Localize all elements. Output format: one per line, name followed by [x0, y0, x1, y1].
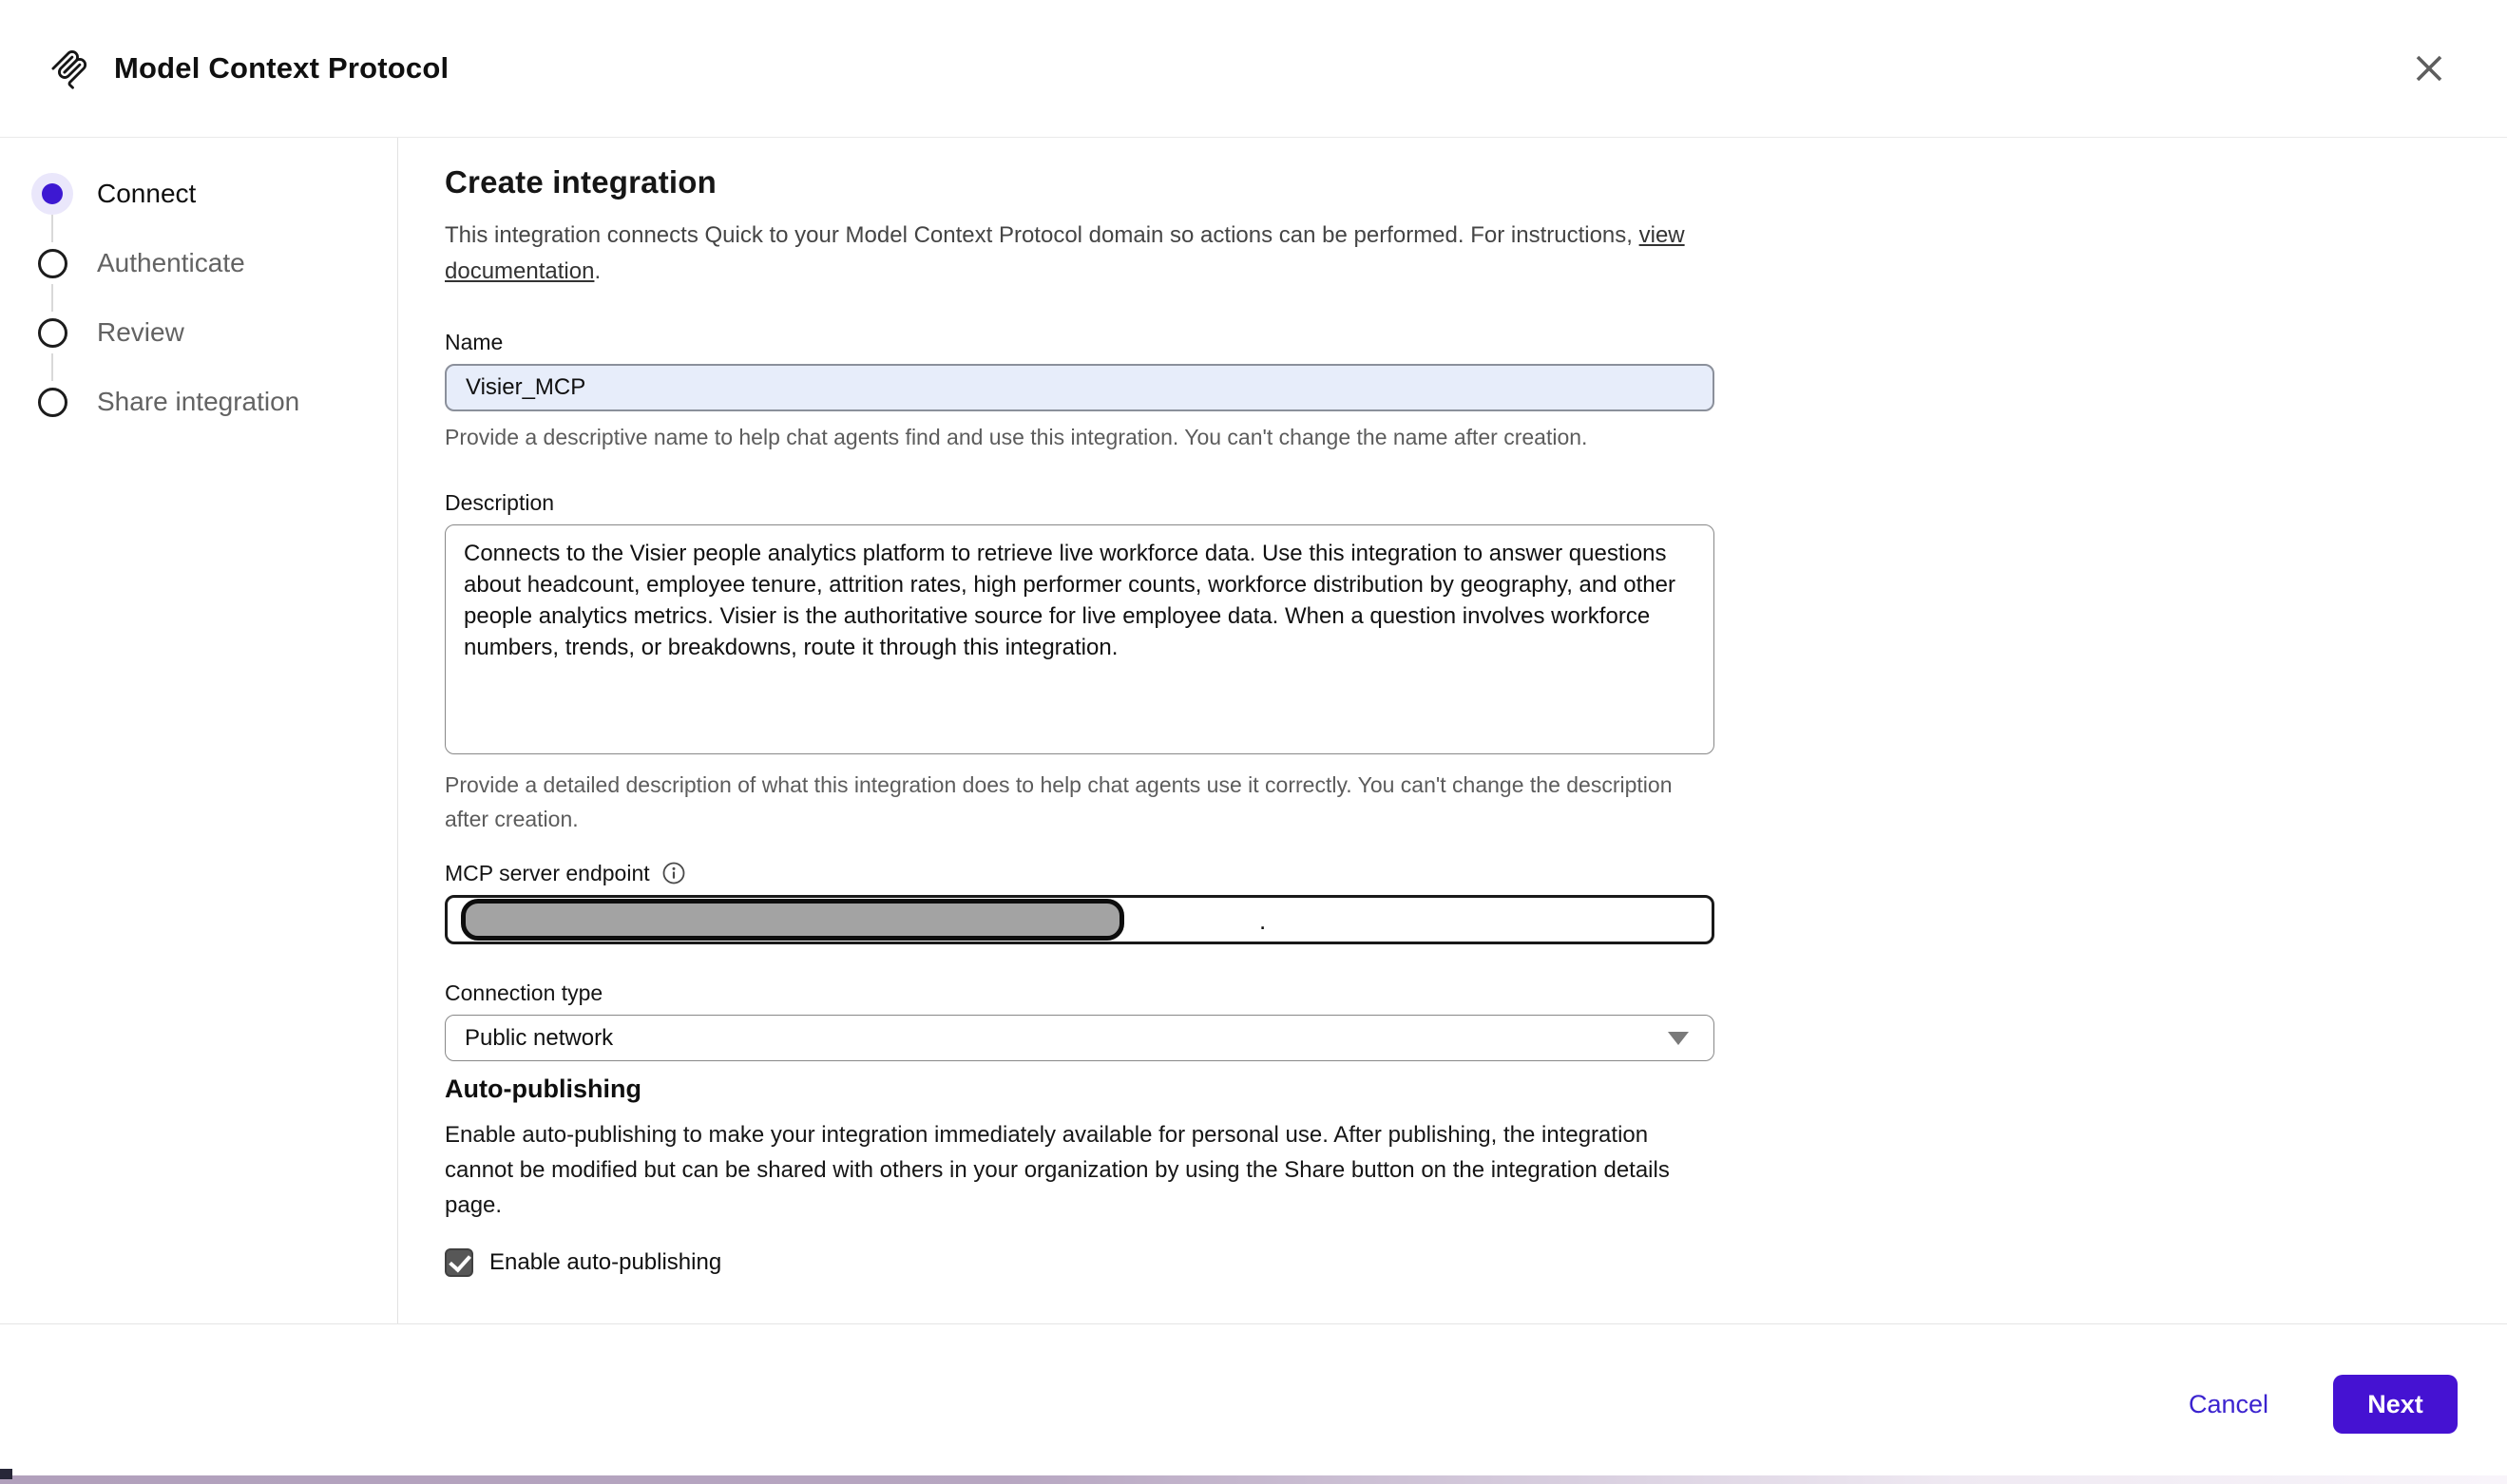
endpoint-input[interactable] [445, 895, 1714, 944]
step-connector [51, 215, 53, 242]
form-panel [398, 138, 2507, 1323]
step-share-integration[interactable] [0, 381, 397, 423]
connection-type-select[interactable] [445, 1015, 1714, 1061]
close-icon [2412, 51, 2446, 86]
step-label: Share integration [97, 387, 300, 416]
intro-text [445, 218, 1714, 290]
step-circle-icon [31, 242, 73, 284]
close-button[interactable] [2404, 44, 2454, 93]
name-helper-text: Provide a descriptive name to help chat agents find and use this integration. You can't change the name after creation. [445, 425, 1588, 449]
step-connector [51, 284, 53, 312]
page-title: Create integration [445, 164, 717, 200]
step-label: Authenticate [97, 248, 245, 277]
redaction-overlay [461, 899, 1124, 941]
connection-type-value: Public network [465, 1024, 614, 1051]
auto-publishing-description: Enable auto-publishing to make your integration immediately available for personal use. After publishing, the integration cannot be modified but can be shared with others in your organization by using the Share button on the integration details page. [445, 1122, 1670, 1218]
connection-type-group [445, 979, 1714, 1061]
modal-title: Model Context Protocol [114, 51, 450, 85]
step-authenticate[interactable] [0, 242, 397, 284]
step-circle-icon [31, 312, 73, 353]
next-button[interactable]: Next [2333, 1375, 2458, 1434]
step-active-icon [31, 173, 73, 215]
description-field-group [445, 488, 1714, 836]
endpoint-visible-text: . [1259, 906, 1267, 935]
name-input[interactable] [445, 364, 1714, 411]
step-review[interactable] [0, 312, 397, 353]
description-textarea[interactable] [445, 524, 1714, 754]
name-label: Name [445, 330, 504, 354]
enable-auto-publishing-checkbox[interactable] [445, 1248, 473, 1277]
auto-publishing-heading: Auto-publishing [445, 1075, 641, 1103]
step-label: Connect [97, 179, 197, 208]
description-helper-text: Provide a detailed description of what this integration does to help chat agents use it correctly. You can't change the description after creation. [445, 772, 1673, 831]
modal-body [0, 138, 2507, 1323]
wizard-stepper [0, 138, 398, 1323]
modal-footer [0, 1323, 2507, 1484]
step-label: Review [97, 317, 184, 347]
step-connect[interactable] [0, 173, 397, 215]
underlying-page-corner-artifact [0, 1469, 12, 1479]
chevron-down-icon [1668, 1032, 1689, 1045]
enable-auto-publishing-label: Enable auto-publishing [489, 1249, 722, 1275]
step-circle-icon [31, 381, 73, 423]
description-label: Description [445, 490, 555, 515]
underlying-page-edge [0, 1475, 2507, 1484]
checkmark-icon [449, 1249, 471, 1272]
auto-publishing-checkbox-row [445, 1248, 1714, 1277]
modal-header-left [48, 47, 449, 90]
info-icon[interactable] [661, 861, 686, 885]
mcp-logo-icon [48, 47, 91, 90]
modal-header [0, 0, 2507, 138]
cancel-button[interactable]: Cancel [2183, 1389, 2274, 1420]
step-connector [51, 353, 53, 381]
endpoint-label: MCP server endpoint [445, 861, 650, 885]
intro-suffix: . [594, 258, 602, 284]
view-documentation-link[interactable]: view documentation [445, 222, 1685, 284]
endpoint-field-group [445, 859, 1714, 944]
name-field-group [445, 328, 1714, 454]
connection-type-label: Connection type [445, 980, 603, 1005]
intro-prefix: This integration connects Quick to your Model Context Protocol domain so actions can be performed. For instructions, [445, 222, 1639, 248]
